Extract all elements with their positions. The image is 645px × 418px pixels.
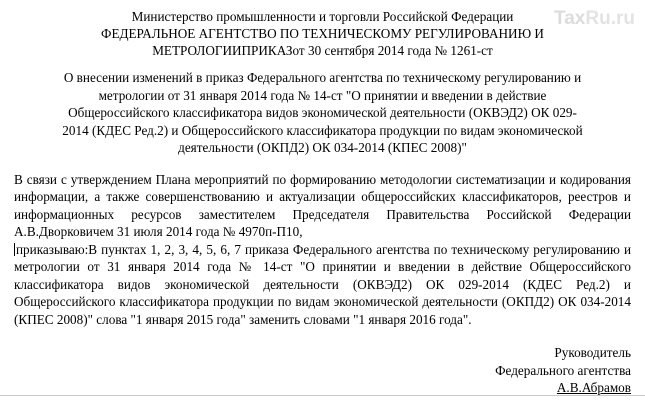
- document-title: [14, 69, 631, 157]
- footer-divider-wrap: [0, 395, 645, 396]
- body-paragraph-2: приказываю:В пунктах 1, 2, 3, 4, 5, 6, 7 приказа Федерального агентства по техническому регулированию и метрологии от 31 января 2014 года № 14-ст "О принятии и введении в действие Общероссийского классификатора видов экономической деятельности (ОКВЭД2) ОК 029-2014 (КДЕС Ред.2) и Общероссийского классификатора продукции по видам экономической деятельности (ОКПД2) ОК 034-2014 (КПЕС 2008)" слова "1 января 2015 года" заменить словами "1 января 2016 года".: [14, 241, 631, 327]
- title-line-2: метрологии от 31 января 2014 года № 14-ст "О принятии и введении в действие: [98, 87, 547, 103]
- text-cursor: [14, 243, 15, 256]
- footer-divider: [0, 395, 645, 396]
- signature-role-line-1: Руководитель: [554, 345, 631, 360]
- order-line: МЕТРОЛОГИИПРИКАЗот 30 сентября 2014 года № 1261-ст: [152, 43, 493, 58]
- signature-role-line-2: Федерального агентства: [495, 362, 631, 378]
- watermark-part-tax: Tax: [554, 8, 586, 29]
- title-line-3: Общероссийского классификатора видов экономической деятельности (ОКВЭД2) ОК 029-: [68, 105, 577, 120]
- ministry-line: Министерство промышленности и торговли Российской Федерации: [131, 9, 514, 24]
- body-paragraph-2-wrap: [14, 241, 631, 329]
- watermark-part-tld: .ru: [610, 8, 635, 29]
- title-line-4: 2014 (КДЕС Ред.2) и Общероссийского классификатора продукции по видам экономической: [62, 122, 583, 138]
- document-body: [14, 171, 631, 329]
- title-line-5: деятельности (ОКПД2) ОК 034-2014 (КПЕС 2008)": [178, 140, 467, 155]
- signature-name: А.В.Абрамов: [556, 380, 631, 395]
- title-line-1: О внесении изменений в приказ Федерального агентства по техническому регулированию и: [63, 70, 582, 85]
- signature-block: [14, 344, 631, 397]
- body-paragraph-1: В связи с утверждением Плана мероприятий по формированию методологии систематизации и кодирования информации, а также совершенствованию и актуализации общероссийских классификаторов, реестров и информационных ресурсов заместителем Председателя Правительства Российской Федерации А.В.Дворковичем 31 июля 2014 года № 4970п-П10,: [14, 171, 631, 239]
- watermark-part-ru: Ru: [585, 8, 611, 29]
- watermark: [554, 8, 635, 30]
- document-header: [14, 8, 631, 59]
- agency-line: ФЕДЕРАЛЬНОЕ АГЕНТСТВО ПО ТЕХНИЧЕСКОМУ РЕГУЛИРОВАНИЮ И: [101, 26, 544, 41]
